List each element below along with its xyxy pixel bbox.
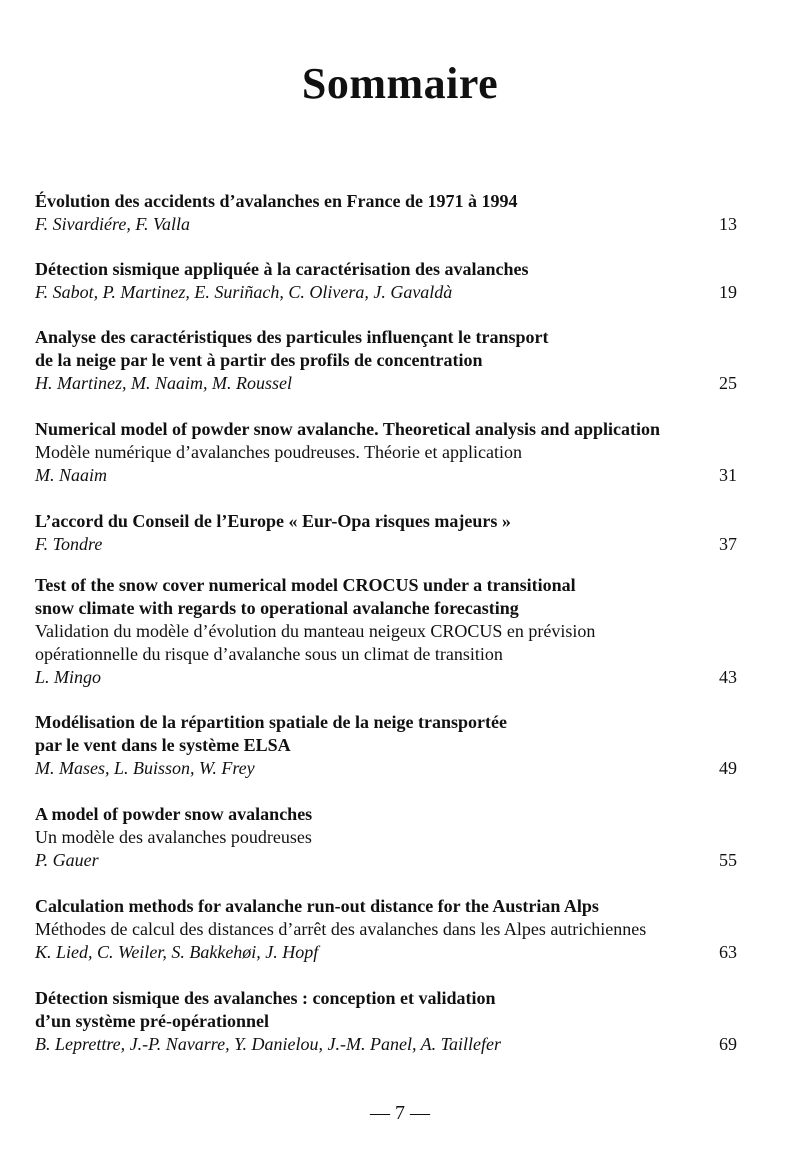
entry-authors: P. Gauer: [35, 850, 99, 870]
entry-translated-title: Un modèle des avalanches poudreuses: [35, 827, 312, 847]
entry-title: L’accord du Conseil de l’Europe « Eur-Opa risques majeurs »: [35, 511, 511, 531]
entry-title: Détection sismique appliquée à la caractérisation des avalanches: [35, 259, 529, 279]
entry-authors: M. Mases, L. Buisson, W. Frey: [35, 758, 255, 778]
entry-authors: L. Mingo: [35, 667, 102, 687]
entry-title: Numerical model of powder snow avalanche. Theoretical analysis and application: [35, 419, 661, 439]
entry-title: Modélisation de la répartition spatiale de la neige transportée: [35, 712, 507, 732]
page-folio: — 7 —: [370, 1102, 430, 1124]
entry-translated-title: Validation du modèle d’évolution du manteau neigeux CROCUS en prévision: [35, 621, 596, 641]
entry-title: Analyse des caractéristiques des particules influençant le transport: [35, 327, 549, 347]
entry-title-continued: de la neige par le vent à partir des profils de concentration: [35, 350, 483, 370]
entry-title: Évolution des accidents d’avalanches en France de 1971 à 1994: [35, 191, 518, 211]
entry-authors: F. Sivardiére, F. Valla: [35, 214, 190, 234]
entry-page-number: 25: [719, 373, 737, 393]
toc-entry: [35, 510, 737, 556]
entry-title: A model of powder snow avalanches: [35, 804, 313, 824]
entry-authors: F. Sabot, P. Martinez, E. Suriñach, C. Olivera, J. Gavaldà: [35, 282, 453, 302]
entry-page-number: 31: [719, 465, 737, 485]
toc-entry: [35, 258, 737, 304]
entry-authors: M. Naaim: [35, 465, 107, 485]
toc-entry: [35, 190, 737, 236]
entry-page-number: 37: [719, 534, 737, 554]
entry-page-number: 49: [719, 758, 737, 778]
entry-translated-title: Modèle numérique d’avalanches poudreuses. Théorie et application: [35, 442, 522, 462]
entry-page-number: 55: [719, 850, 737, 870]
toc-entry: [35, 711, 737, 780]
toc-entry: [35, 418, 737, 487]
page-title: Sommaire: [301, 59, 499, 108]
entry-title: Calculation methods for avalanche run-out distance for the Austrian Alps: [35, 896, 599, 916]
entry-authors: F. Tondre: [35, 534, 103, 554]
toc-entry: [35, 574, 737, 689]
toc-entry: [35, 803, 737, 872]
toc-entry: [35, 987, 737, 1056]
entry-page-number: 19: [719, 282, 737, 302]
entry-title-continued: par le vent dans le système ELSA: [35, 735, 291, 755]
entry-page-number: 13: [719, 214, 737, 234]
entry-title: Test of the snow cover numerical model CROCUS under a transitional: [35, 575, 576, 595]
entry-title-continued: d’un système pré-opérationnel: [35, 1011, 269, 1031]
toc-entry: [35, 895, 737, 964]
entry-authors: K. Lied, C. Weiler, S. Bakkehøi, J. Hopf: [35, 942, 319, 962]
entry-page-number: 63: [719, 942, 737, 962]
entry-title: Détection sismique des avalanches : conception et validation: [35, 988, 496, 1008]
entry-title-continued: snow climate with regards to operational avalanche forecasting: [35, 598, 519, 618]
entry-authors: B. Leprettre, J.-P. Navarre, Y. Danielou, J.-M. Panel, A. Taillefer: [35, 1034, 501, 1054]
entry-translated-title-continued: opérationnelle du risque d’avalanche sous un climat de transition: [35, 644, 503, 664]
entry-page-number: 43: [719, 667, 737, 687]
toc-entry: [35, 326, 737, 395]
entry-page-number: 69: [719, 1034, 737, 1054]
entry-translated-title: Méthodes de calcul des distances d’arrêt des avalanches dans les Alpes autrichiennes: [35, 919, 647, 939]
entry-authors: H. Martinez, M. Naaim, M. Roussel: [35, 373, 292, 393]
